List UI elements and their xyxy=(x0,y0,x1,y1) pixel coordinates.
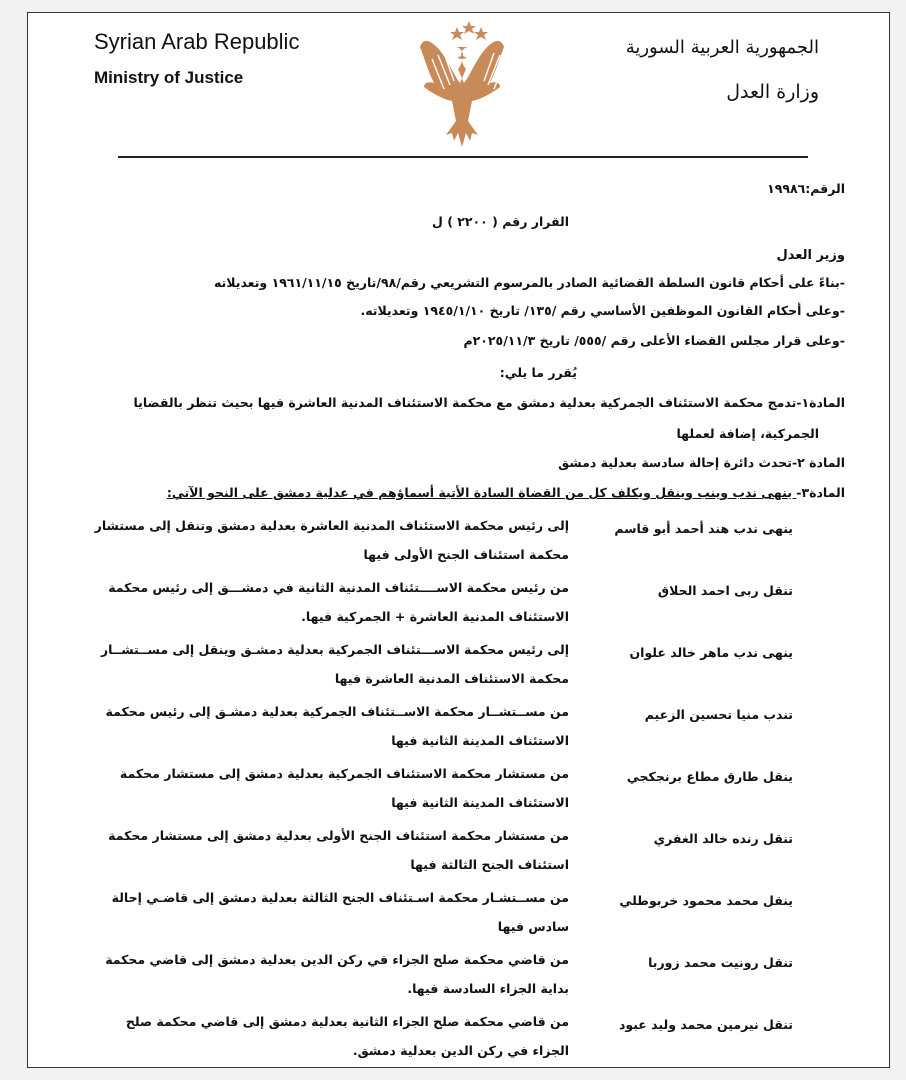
assignment-judge-name: تنقل رونيت محمد زوربا xyxy=(648,955,793,970)
assignment-description-line-2: محكمة استئناف الجنح الأولى فيها xyxy=(363,547,569,562)
assignment-description-line-2: الاستئناف المدنية العاشرة + الجمركية فيها. xyxy=(301,609,569,624)
basis-line: -بناءً على أحكام قانون السلطة القضائية الصادر بالمرسوم التشريعي رقم/٩٨/تاريخ ١٩٦١/١١/١٥ وتعديلاته xyxy=(214,275,845,290)
document-page xyxy=(27,12,890,1068)
assignment-judge-name: تندب منيا تحسين الزعيم xyxy=(644,707,793,722)
decides-heading: يُقرر ما يلي: xyxy=(499,365,577,380)
assignment-description-line-1: إلى رئيس محكمة الاســـتئناف الجمركية بعدلية دمشـق وينقل إلى مســتشــار xyxy=(100,642,569,657)
article-3-text: ينهى ندب وينب وينقل ويكلف كل من القضاة السادة الأتية أسماؤهم في عدلية دمشق على النحو الآتي: xyxy=(166,485,797,500)
assignment-judge-name: ينقل محمد محمود خربوطلي xyxy=(619,893,793,908)
eagle-emblem-icon xyxy=(412,19,526,159)
assignment-description-line-1: من رئيس محكمة الاســــتئناف المدنية الثانية في دمشـــق إلى رئيس محكمة xyxy=(108,580,569,595)
assignment-description-line-2: الاستئناف المدينة الثانية فيها xyxy=(391,733,569,748)
star-icon xyxy=(450,27,464,40)
assignment-judge-name: ينهى ندب هند أحمد أبو قاسم xyxy=(614,521,793,536)
reference-number: الرقم:١٩٩٨٦ xyxy=(767,181,845,196)
decision-number: القرار رقم ( ٢٢٠٠ ) ل xyxy=(432,214,569,229)
assignment-judge-name: تنقل رنده خالد الغفري xyxy=(653,831,793,846)
assignment-judge-name: ينهى ندب ماهر خالد علوان xyxy=(629,645,793,660)
minister-title: وزير العدل xyxy=(776,248,845,263)
country-name-ar: الجمهورية العربية السورية xyxy=(625,37,819,58)
assignment-description-line-1: من مســتشــار محكمة الاســتئناف الجمركية بعدلية دمشـق إلى رئيس محكمة xyxy=(105,704,569,719)
assignment-description-line-2: الاستئناف المدينة الثانية فيها xyxy=(391,795,569,810)
basis-line: -وعلى قرار مجلس القضاء الأعلى رقم /٥٥٥/ تاريخ ٢٠٢٥/١١/٣م xyxy=(463,333,845,348)
assignment-description-line-1: من مســتشـار محكمة اسـتئناف الجنح الثالثة بعدلية دمشق إلى قاضـي إحالة xyxy=(111,890,569,905)
assignment-judge-name: تنقل ربى احمد الحلاق xyxy=(657,583,793,598)
assignment-judge-name: تنقل نيرمين محمد وليد عبود xyxy=(618,1017,793,1032)
assignment-description-line-2: سادس فيها xyxy=(497,919,569,934)
assignment-judge-name: ينقل طارق مطاع برنجكجي xyxy=(626,769,793,784)
article-1-line-1: المادة١-تدمج محكمة الاستئناف الجمركية بعدلية دمشق مع محكمة الاستئناف المدنية العاشرة فيها بحيث تنظر بالقضايا xyxy=(133,395,845,410)
header-divider xyxy=(118,156,808,158)
assignment-description-line-1: من مستشار محكمة استئناف الجنح الأولى بعدلية دمشق إلى مستشار محكمة xyxy=(108,828,569,843)
assignment-description-line-1: من مستشار محكمة الاستئناف الجمركية بعدلية دمشق إلى مستشار محكمة xyxy=(119,766,569,781)
country-name-en: Syrian Arab Republic xyxy=(94,29,300,54)
assignment-description-line-2: استئناف الجنح الثالثة فيها xyxy=(410,857,569,872)
star-icon xyxy=(474,27,488,40)
assignment-description-line-2: بداية الجزاء السادسة فيها. xyxy=(407,981,569,996)
star-icon xyxy=(462,21,476,34)
assignment-description-line-1: من قاضي محكمة صلح الجزاء في ركن الدين بعدلية دمشق إلى قاضي محكمة xyxy=(105,952,569,967)
article-1-line-2: الجمركية، إضافة لعملها xyxy=(676,426,819,441)
assignment-description-line-2: الجزاء في ركن الدين بعدلية دمشق. xyxy=(352,1043,569,1058)
article-3-prefix: المادة٣- xyxy=(796,485,845,500)
assignment-description-line-2: محكمة الاستئناف المدنية العاشرة فيها xyxy=(334,671,569,686)
assignment-description-line-1: من قاضي محكمة صلح الجزاء الثانية بعدلية دمشق إلى قاضي محكمة صلح xyxy=(125,1014,569,1029)
basis-line: -وعلى أحكام القانون الموظفين الأساسي رقم /١٣٥/ تاريخ ١٩٤٥/١/١٠ وتعديلاته. xyxy=(360,303,845,318)
article-2: المادة ٢-تحدث دائرة إحالة سادسة بعدلية دمشق xyxy=(558,455,845,470)
ministry-name-ar: وزارة العدل xyxy=(726,81,819,103)
ministry-name-en: Ministry of Justice xyxy=(94,68,244,87)
article-3 xyxy=(167,485,845,500)
assignment-description-line-1: إلى رئيس محكمة الاستئناف المدنية العاشرة بعدلية دمشق وتنقل إلى مستشار xyxy=(94,518,569,533)
